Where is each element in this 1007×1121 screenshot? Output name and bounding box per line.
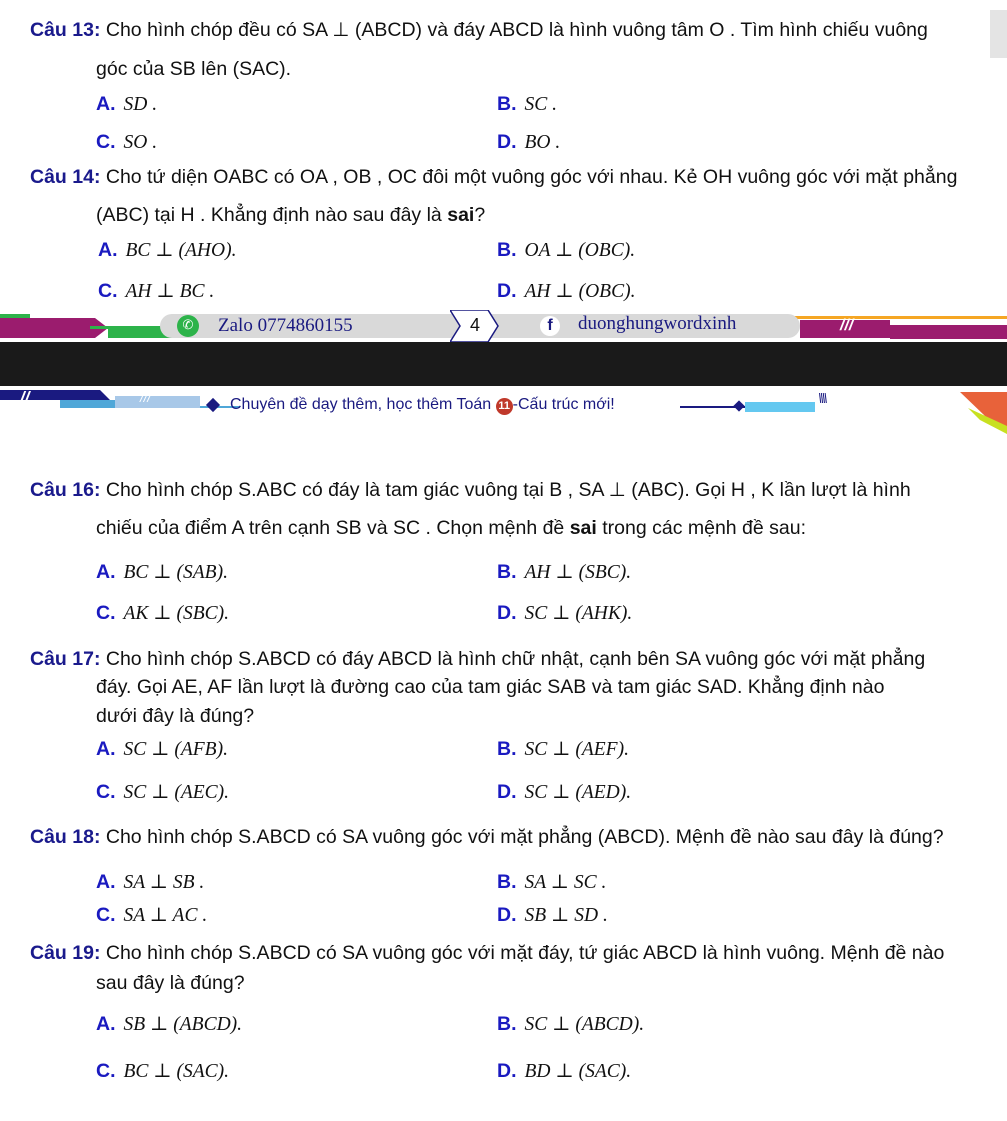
header-title: Chuyên đề dạy thêm, học thêm Toán 11 -Cấu trúc mới! — [230, 396, 615, 413]
header-right-slashes: \\\\ — [818, 390, 826, 406]
scroll-edge — [990, 10, 1007, 58]
q19-line1 — [30, 942, 944, 965]
q14-label: Câu 14: — [30, 166, 101, 188]
q18-option-b: B. SA ⊥ SC . — [497, 871, 607, 893]
q14-text: Cho tứ diện OABC có OA , OB , OC đôi một vuông góc với nhau. Kẻ OH vuông góc với mặt phẳng — [105, 166, 958, 188]
q13-label: Câu 13: — [30, 19, 101, 41]
q13-line1 — [30, 18, 928, 42]
q16-option-a: A. BC ⊥ (SAB). — [96, 561, 228, 583]
q19-option-d: D. BD ⊥ (SAC). — [497, 1060, 632, 1082]
q16-line1 — [30, 478, 911, 502]
q13-option-d: D. BO . — [497, 131, 561, 153]
q18-line1 — [30, 826, 944, 849]
q16-option-c: C. AK ⊥ (SBC). — [96, 602, 230, 624]
q14-option-a: A. BC ⊥ (AHO). — [98, 239, 237, 261]
page-header — [0, 386, 1007, 434]
q19-label: Câu 19: — [30, 942, 101, 964]
q19-text: Cho hình chóp S.ABCD có SA vuông góc với mặt đáy, tứ giác ABCD là hình vuông. Mệnh đề nào — [105, 942, 945, 964]
q13-option-a: A. SD . — [96, 93, 158, 115]
q14-option-d: D. AH ⊥ (OBC). — [497, 280, 636, 302]
q18-option-a: A. SA ⊥ SB . — [96, 871, 205, 893]
q16-option-b: B. AH ⊥ (SBC). — [497, 561, 632, 583]
q18-option-d: D. SB ⊥ SD . — [497, 904, 608, 926]
page-footer — [0, 312, 1007, 340]
q17-text: Cho hình chóp S.ABCD có đáy ABCD là hình chữ nhật, cạnh bên SA vuông góc với mặt phẳng — [105, 648, 926, 670]
q16-line2: chiếu của điểm A trên cạnh SB và SC . Chọn mệnh đề sai trong các mệnh đề sau: — [96, 517, 807, 539]
q18-label: Câu 18: — [30, 826, 101, 848]
q17-label: Câu 17: — [30, 648, 101, 670]
footer-facebook: duonghungwordxinh — [578, 313, 737, 334]
q14-line1 — [30, 166, 957, 189]
header-left-slashes: // — [20, 388, 30, 407]
q17-option-b: B. SC ⊥ (AEF). — [497, 738, 629, 760]
q17-line1 — [30, 648, 925, 671]
q19-option-c: C. BC ⊥ (SAC). — [96, 1060, 230, 1082]
q18-text: Cho hình chóp S.ABCD có SA vuông góc với mặt phẳng (ABCD). Mệnh đề nào sau đây là đúng? — [105, 826, 944, 848]
q16-option-d: D. SC ⊥ (AHK). — [497, 602, 633, 624]
grade-badge: 11 — [496, 398, 513, 415]
q19-option-a: A. SB ⊥ (ABCD). — [96, 1013, 243, 1035]
q13-text: Cho hình chóp đều có SA ⊥ (ABCD) và đáy ABCD là hình vuông tâm O . Tìm hình chiếu vuông — [105, 19, 928, 41]
q13-option-c: C. SO . — [96, 131, 158, 153]
header-mid-slashes: /// — [140, 390, 151, 405]
q13-line2: góc của SB lên (SAC). — [96, 58, 292, 80]
q17-option-c: C. SC ⊥ (AEC). — [96, 781, 230, 803]
page-number: 4 — [469, 315, 480, 335]
q19-option-b: B. SC ⊥ (ABCD). — [497, 1013, 645, 1035]
q17-line2: đáy. Gọi AE, AF lần lượt là đường cao của tam giác SAB và tam giác SAD. Khẳng định nào — [96, 676, 885, 698]
q18-option-c: C. SA ⊥ AC . — [96, 904, 208, 926]
q17-option-a: A. SC ⊥ (AFB). — [96, 738, 228, 760]
q13-option-b: B. SC . — [497, 93, 558, 115]
q17-option-d: D. SC ⊥ (AED). — [497, 781, 632, 803]
q14-line2: (ABC) tại H . Khẳng định nào sau đây là sai? — [96, 204, 486, 226]
q19-line2: sau đây là đúng? — [96, 972, 245, 994]
q16-text: Cho hình chóp S.ABC có đáy là tam giác vuông tại B , SA ⊥ (ABC). Gọi H , K lần lượt là hình — [105, 479, 911, 501]
q14-option-b: B. OA ⊥ (OBC). — [497, 239, 636, 261]
page-separator — [0, 342, 1007, 386]
q16-label: Câu 16: — [30, 479, 101, 501]
footer-slashes: /// — [840, 317, 854, 334]
footer-zalo: Zalo 0774860155 — [218, 315, 353, 336]
q17-line3: dưới đây là đúng? — [96, 705, 255, 727]
q14-option-c: C. AH ⊥ BC . — [98, 280, 215, 302]
facebook-icon: f — [540, 316, 560, 336]
phone-icon: ✆ — [177, 315, 199, 337]
